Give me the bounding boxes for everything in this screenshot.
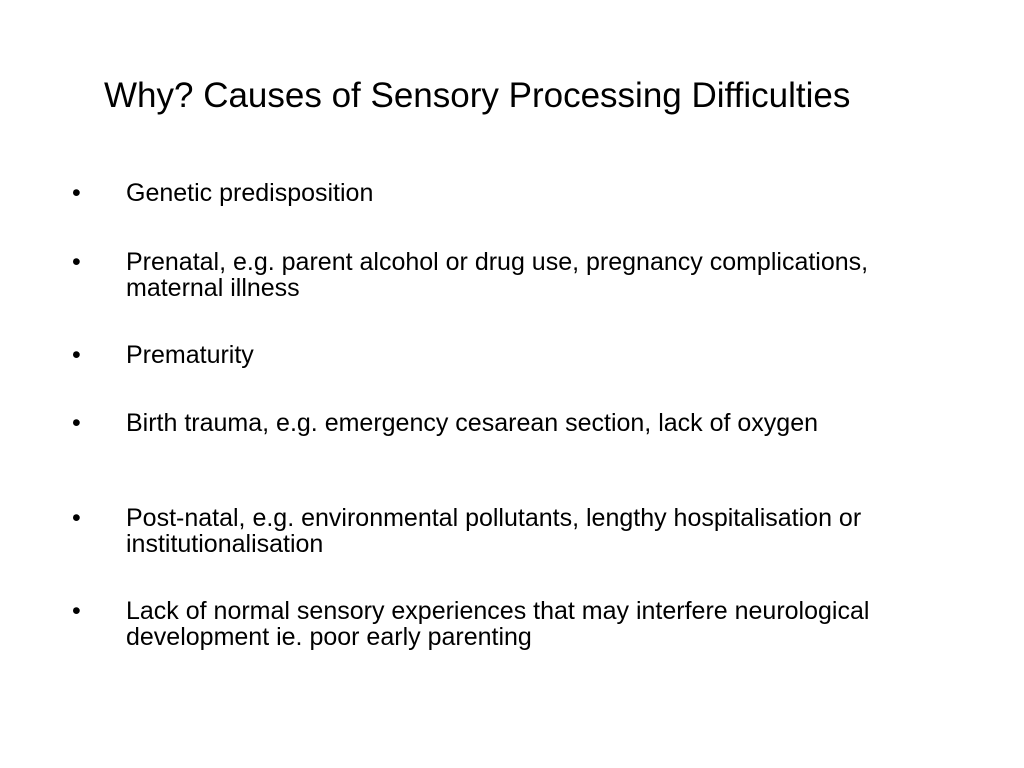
bullet-item <box>72 180 932 206</box>
bullet-marker: • <box>72 248 81 276</box>
bullet-marker: • <box>72 341 81 369</box>
bullet-text: Post-natal, e.g. environmental pollutants, lengthy hospitalisation or institutionalisation <box>126 504 862 558</box>
bullet-text: Birth trauma, e.g. emergency cesarean section, lack of oxygen <box>126 409 819 437</box>
bullet-text: Prenatal, e.g. parent alcohol or drug use, pregnancy complications, maternal illness <box>126 248 869 302</box>
bullet-marker: • <box>72 409 81 437</box>
bullet-text: Genetic predisposition <box>126 179 374 207</box>
bullet-item <box>72 342 932 368</box>
bullet-item <box>72 598 932 650</box>
bullet-text: Lack of normal sensory experiences that may interfere neurological development ie. poor early parenting <box>126 597 870 651</box>
bullet-marker: • <box>72 179 81 207</box>
bullet-item <box>72 410 932 436</box>
bullet-marker: • <box>72 504 81 532</box>
slide-title: Why? Causes of Sensory Processing Difficulties <box>104 76 851 115</box>
bullet-item <box>72 505 932 557</box>
bullet-text: Prematurity <box>126 341 254 369</box>
bullet-marker: • <box>72 597 81 625</box>
bullet-item <box>72 249 932 301</box>
